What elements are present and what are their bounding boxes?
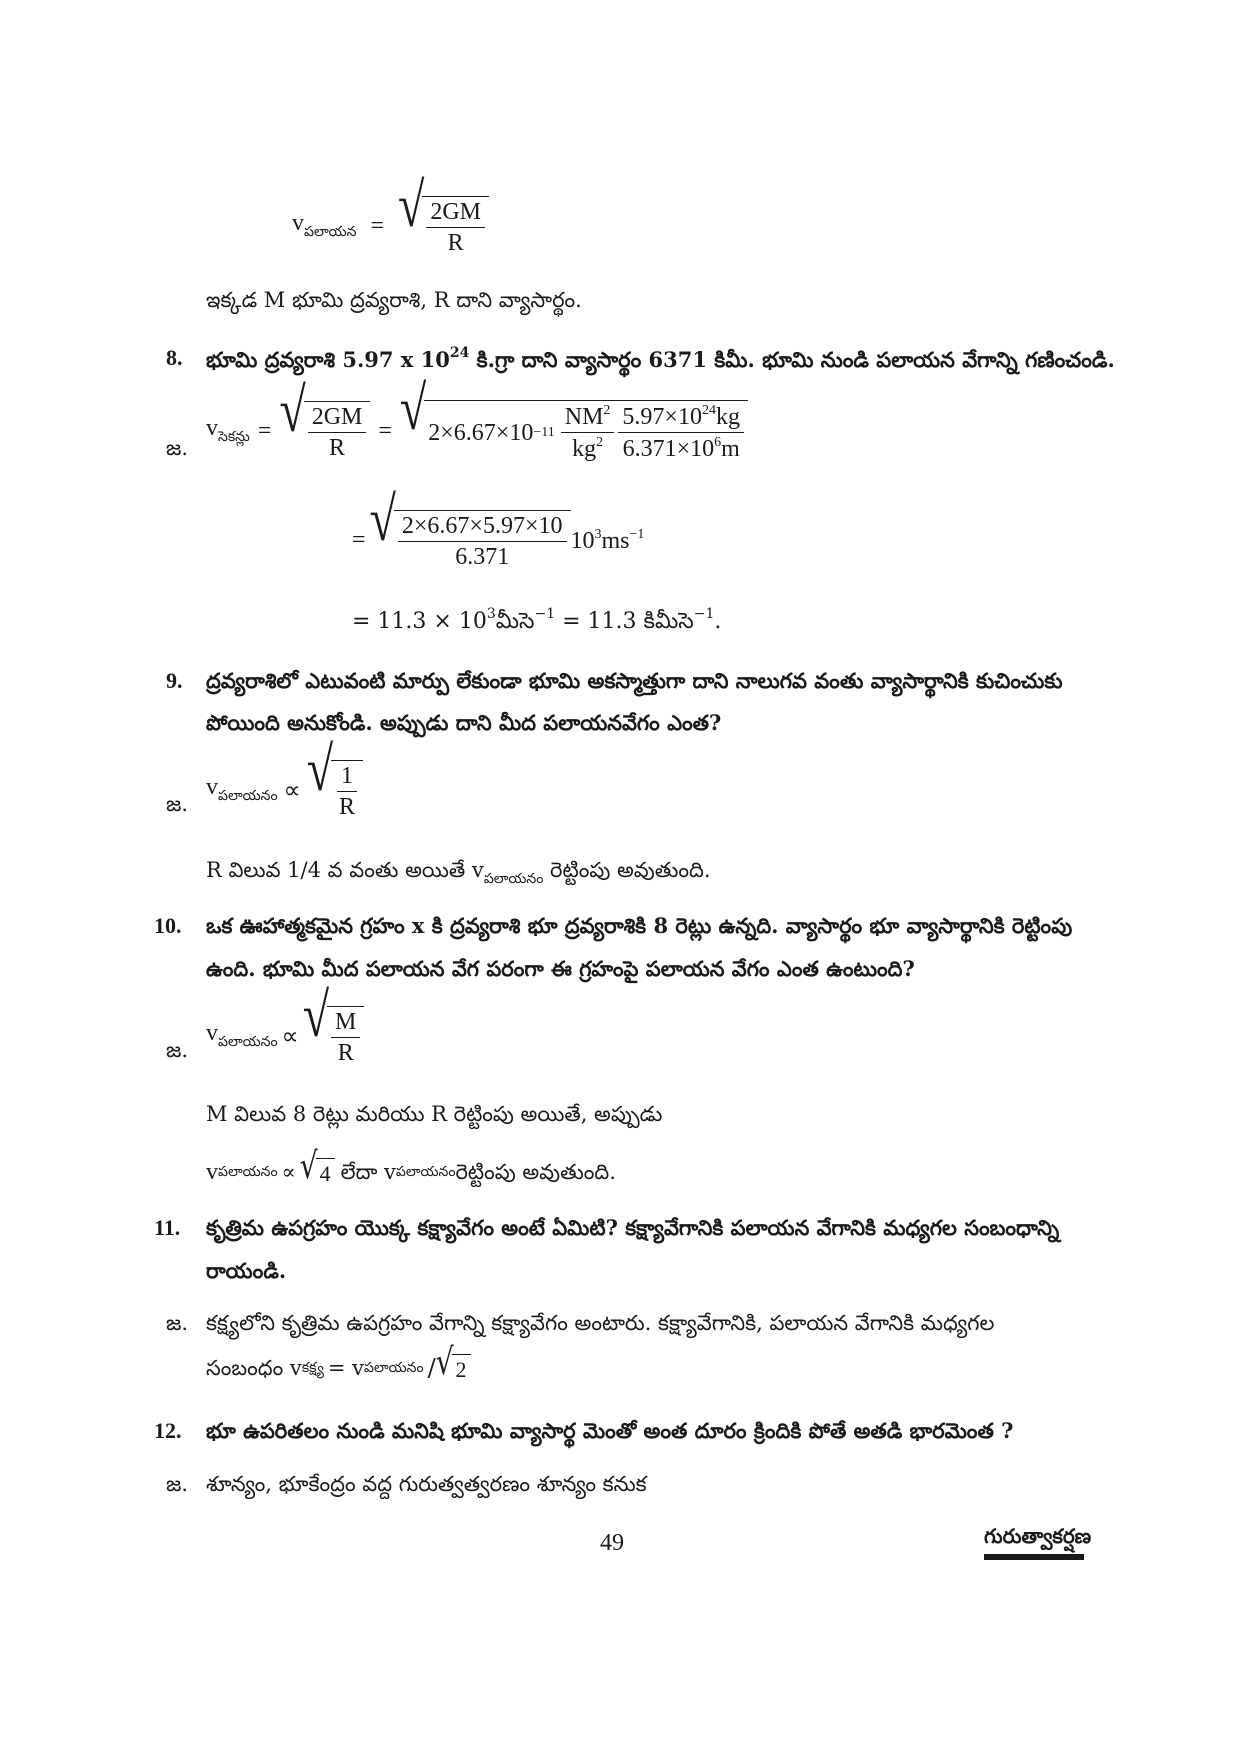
a9-formula: $v_{పలాయనం}$ ∝ √ $\frac{1}{R}$	[206, 760, 363, 821]
q11-line1: కృత్రిమ ఉపగ్రహం యొక్క కక్ష్యావేగం అంటే ఏమిటి? కక్ష్యావేగానికి పలాయన వేగానికి మధ్యగల సంబంధాన్ని	[206, 1215, 1060, 1240]
page-number: 49	[600, 1530, 624, 1556]
a11-line1: కక్ష్యలోని కృత్రిమ ఉపగ్రహం వేగాన్ని కక్ష్యావేగం అంటారు. కక్ష్యావేగానికి, పలాయన వేగానికి మధ్యగల	[206, 1311, 995, 1335]
note-top: ఇక్కడ M భూమి ద్రవ్యరాశి, R దాని వ్యాసార్థం.	[206, 288, 582, 312]
a11-label: జ.	[166, 1311, 189, 1335]
a12-label: జ.	[166, 1472, 189, 1496]
q11-line2: రాయండి.	[206, 1258, 287, 1283]
a9-label: జ.	[166, 792, 189, 816]
q8-number: 8.	[166, 345, 183, 370]
formula-lhs: $v_{పలాయన}$	[292, 210, 357, 240]
q12-number: 12.	[154, 1418, 182, 1443]
a9-note: R విలువ 1/4 వ వంతు అయితే $v_{పలాయనం}$ రెట్టింపు అవుతుంది.	[206, 858, 711, 887]
q9-line2: పోయింది అనుకోండి. అప్పుడు దాని మీద పలాయనవేగం ఎంత?	[206, 710, 722, 735]
sqrt-2gm-over-r: √ $\frac{2GM}{R}$	[398, 196, 489, 257]
q10-line1: ఒక ఊహాత్మకమైన గ్రహం x కి ద్రవ్యరాశి భూ ద్రవ్యరాశికి 8 రెట్లు ఉన్నది. వ్యాసార్థం భూ వ్యాసార్థానికి రెట్టింపు	[206, 913, 1073, 938]
q10-number: 10.	[154, 913, 182, 938]
a10-note1: M విలువ 8 రెట్లు మరియు R రెట్టింపు అయితే, అప్పుడు	[206, 1102, 663, 1126]
formula-escape-velocity: $v_{పలాయన}$ = √ $\frac{2GM}{R}$	[292, 196, 489, 257]
q12-text: భూ ఉపరితలం నుండి మనిషి భూమి వ్యాసార్థ మెంతో అంత దూరం క్రిందికి పోతే అతడి భారమెంత ?	[206, 1418, 1014, 1443]
chapter-title: గురుత్వాకర్షణ	[984, 1524, 1092, 1548]
a12-text: శూన్యం, భూకేంద్రం వద్ద గురుత్వత్వరణం శూన్యం కనుక	[206, 1472, 647, 1496]
a8-label: జ.	[166, 436, 189, 460]
q11-number: 11.	[154, 1215, 181, 1240]
a10-formula: $v_{పలాయనం}$ ∝ √ $\frac{M}{R}$	[206, 1006, 364, 1067]
a8-formula-line2: = √ $\frac{2\times 6.67\times 5.97\times 10}{6.371}$ $10^3ms^{-1}$	[352, 485, 645, 570]
q8-text: భూమి ద్రవ్యరాశి 5.97 x $10^{24}$ కి.గ్రా దాని వ్యాసార్థం 6371 కిమీ. భూమి నుండి పలాయన వేగాన్ని గణించండి.	[206, 345, 1115, 372]
a10-label: జ.	[166, 1038, 189, 1062]
q9-line1: ద్రవ్యరాశిలో ఎటువంటి మార్పు లేకుండా భూమి అకస్మాత్తుగా దాని నాలుగవ వంతు వ్యాసార్థానికి కుచించుకు	[206, 668, 1063, 693]
a10-note2: v పలాయనం ∝ √ 4 లేదా v పలాయనం రెట్టింపు అవుతుంది.	[206, 1143, 616, 1187]
q9-number: 9.	[166, 668, 183, 693]
q10-line2: ఉంది. భూమి మీద పలాయన వేగ పరంగా ఈ గ్రహంపై పలాయన వేగం ఎంత ఉంటుంది?	[206, 956, 915, 981]
a11-line2: సంబంధం v కక్ష్య = v పలాయనం / √ 2	[206, 1354, 471, 1383]
a8-formula-line1: $v_{సెకన్లు}$ = √ $\frac{2GM}{R}$ = √ 2×6.67×10 −11 $\frac{NM^2}{kg^2}$ $\frac{5.97\times 10^{24}kg}{6.371\times 10^6m}$	[206, 400, 748, 463]
a8-result-line: = $11.3 \times 10^3మీసె^{-1} = 11.3$ కిమీసె$^{-1}$.	[352, 606, 722, 634]
footer-rule	[984, 1554, 1084, 1560]
